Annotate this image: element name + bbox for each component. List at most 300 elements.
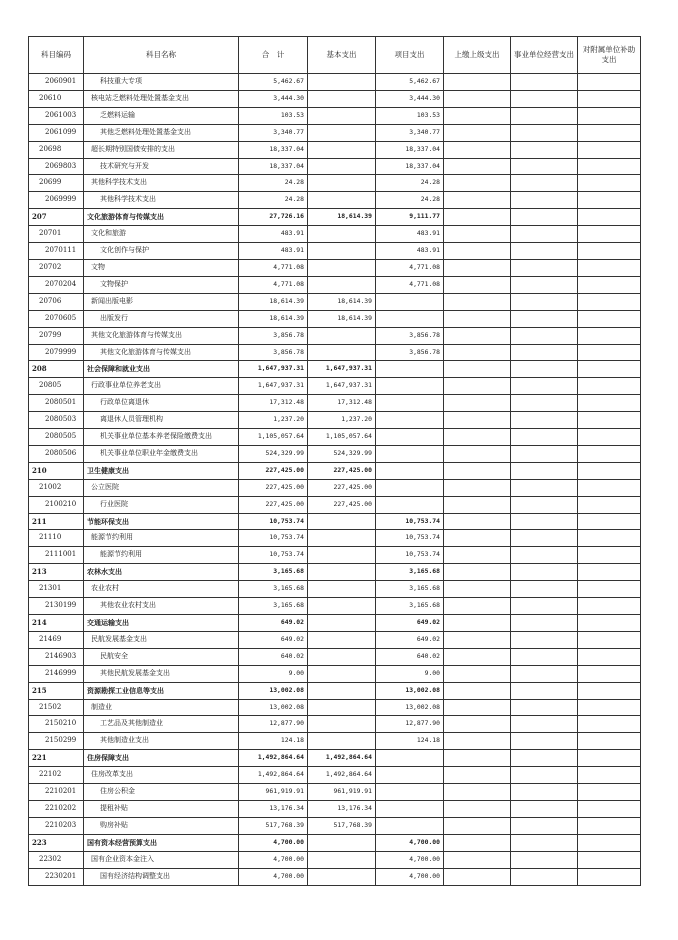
cell-biz bbox=[511, 598, 578, 615]
cell-project bbox=[376, 496, 444, 513]
cell-total: 9.00 bbox=[239, 665, 308, 682]
cell-name: 文化创作与保护 bbox=[84, 243, 239, 260]
cell-total: 4,771.08 bbox=[239, 276, 308, 293]
cell-sub bbox=[578, 479, 641, 496]
table-row bbox=[29, 445, 641, 462]
cell-sub bbox=[578, 716, 641, 733]
cell-basic bbox=[308, 90, 376, 107]
cell-code: 20701 bbox=[29, 226, 84, 243]
cell-total: 1,237.20 bbox=[239, 412, 308, 429]
cell-biz bbox=[511, 226, 578, 243]
cell-project bbox=[376, 800, 444, 817]
cell-name: 其他农业农村支出 bbox=[84, 598, 239, 615]
cell-total: 10,753.74 bbox=[239, 547, 308, 564]
cell-basic bbox=[308, 530, 376, 547]
cell-project bbox=[376, 817, 444, 834]
cell-basic: 1,237.20 bbox=[308, 412, 376, 429]
cell-name: 其他文化旅游体育与传媒支出 bbox=[84, 344, 239, 361]
cell-total: 3,165.68 bbox=[239, 598, 308, 615]
cell-sub bbox=[578, 90, 641, 107]
table-row bbox=[29, 90, 641, 107]
cell-project: 103.53 bbox=[376, 107, 444, 124]
cell-total: 13,002.08 bbox=[239, 682, 308, 699]
cell-sub bbox=[578, 395, 641, 412]
cell-total: 13,176.34 bbox=[239, 800, 308, 817]
table-row bbox=[29, 310, 641, 327]
cell-name: 其他乏燃料处理处置基金支出 bbox=[84, 124, 239, 141]
cell-biz bbox=[511, 107, 578, 124]
cell-sub bbox=[578, 834, 641, 851]
cell-upper bbox=[444, 648, 511, 665]
cell-basic bbox=[308, 716, 376, 733]
cell-upper bbox=[444, 834, 511, 851]
cell-biz bbox=[511, 767, 578, 784]
cell-upper bbox=[444, 74, 511, 91]
cell-biz bbox=[511, 243, 578, 260]
cell-total: 961,919.91 bbox=[239, 784, 308, 801]
table-row bbox=[29, 581, 641, 598]
table-row bbox=[29, 226, 641, 243]
cell-biz bbox=[511, 513, 578, 530]
cell-biz bbox=[511, 429, 578, 446]
cell-basic bbox=[308, 665, 376, 682]
cell-code: 21110 bbox=[29, 530, 84, 547]
cell-project bbox=[376, 479, 444, 496]
header-row bbox=[29, 37, 641, 74]
cell-sub bbox=[578, 209, 641, 226]
cell-sub bbox=[578, 226, 641, 243]
cell-name: 离退休人员管理机构 bbox=[84, 412, 239, 429]
table-row bbox=[29, 699, 641, 716]
cell-upper bbox=[444, 716, 511, 733]
table-row bbox=[29, 530, 641, 547]
cell-total: 1,492,864.64 bbox=[239, 767, 308, 784]
table-row bbox=[29, 395, 641, 412]
cell-sub bbox=[578, 648, 641, 665]
cell-biz bbox=[511, 479, 578, 496]
table-row bbox=[29, 800, 641, 817]
cell-code: 21502 bbox=[29, 699, 84, 716]
table-row bbox=[29, 547, 641, 564]
cell-sub bbox=[578, 445, 641, 462]
cell-name: 国有企业资本金注入 bbox=[84, 851, 239, 868]
table-row bbox=[29, 141, 641, 158]
cell-basic: 18,614.39 bbox=[308, 209, 376, 226]
cell-basic bbox=[308, 141, 376, 158]
cell-basic: 1,492,864.64 bbox=[308, 750, 376, 767]
cell-total: 3,856.78 bbox=[239, 344, 308, 361]
cell-biz bbox=[511, 784, 578, 801]
table-row bbox=[29, 209, 641, 226]
cell-code: 215 bbox=[29, 682, 84, 699]
table-row bbox=[29, 733, 641, 750]
cell-sub bbox=[578, 496, 641, 513]
cell-name: 交通运输支出 bbox=[84, 615, 239, 632]
cell-upper bbox=[444, 665, 511, 682]
cell-total: 18,337.04 bbox=[239, 158, 308, 175]
cell-code: 2150299 bbox=[29, 733, 84, 750]
cell-total: 18,614.39 bbox=[239, 310, 308, 327]
cell-basic bbox=[308, 124, 376, 141]
cell-name: 节能环保支出 bbox=[84, 513, 239, 530]
table-row bbox=[29, 259, 641, 276]
cell-upper bbox=[444, 395, 511, 412]
cell-name: 民航发展基金支出 bbox=[84, 631, 239, 648]
cell-biz bbox=[511, 615, 578, 632]
cell-upper bbox=[444, 412, 511, 429]
cell-name: 社会保障和就业支出 bbox=[84, 361, 239, 378]
cell-biz bbox=[511, 834, 578, 851]
cell-sub bbox=[578, 564, 641, 581]
cell-upper bbox=[444, 310, 511, 327]
cell-basic: 17,312.48 bbox=[308, 395, 376, 412]
cell-biz bbox=[511, 293, 578, 310]
table-row bbox=[29, 412, 641, 429]
cell-total: 24.28 bbox=[239, 175, 308, 192]
cell-sub bbox=[578, 750, 641, 767]
cell-sub bbox=[578, 767, 641, 784]
cell-name: 资源勘探工业信息等支出 bbox=[84, 682, 239, 699]
cell-project bbox=[376, 361, 444, 378]
cell-project: 3,165.68 bbox=[376, 598, 444, 615]
cell-sub bbox=[578, 293, 641, 310]
cell-name: 科技重大专项 bbox=[84, 74, 239, 91]
cell-code: 2070111 bbox=[29, 243, 84, 260]
cell-sub bbox=[578, 784, 641, 801]
cell-total: 483.91 bbox=[239, 243, 308, 260]
table-row bbox=[29, 124, 641, 141]
cell-basic bbox=[308, 158, 376, 175]
cell-upper bbox=[444, 429, 511, 446]
cell-upper bbox=[444, 868, 511, 885]
cell-project bbox=[376, 784, 444, 801]
cell-project: 4,771.08 bbox=[376, 259, 444, 276]
table-row bbox=[29, 767, 641, 784]
header-sub: 对附属单位补助支出 bbox=[578, 37, 641, 74]
cell-code: 207 bbox=[29, 209, 84, 226]
cell-basic: 227,425.00 bbox=[308, 479, 376, 496]
cell-name: 文物保护 bbox=[84, 276, 239, 293]
table-row bbox=[29, 378, 641, 395]
cell-total: 13,002.08 bbox=[239, 699, 308, 716]
cell-code: 213 bbox=[29, 564, 84, 581]
cell-name: 机关事业单位基本养老保险缴费支出 bbox=[84, 429, 239, 446]
cell-basic bbox=[308, 834, 376, 851]
cell-sub bbox=[578, 141, 641, 158]
cell-basic bbox=[308, 648, 376, 665]
cell-basic bbox=[308, 547, 376, 564]
cell-project: 12,877.90 bbox=[376, 716, 444, 733]
cell-total: 227,425.00 bbox=[239, 479, 308, 496]
cell-sub bbox=[578, 192, 641, 209]
cell-upper bbox=[444, 226, 511, 243]
cell-sub bbox=[578, 682, 641, 699]
cell-biz bbox=[511, 851, 578, 868]
cell-basic bbox=[308, 226, 376, 243]
cell-upper bbox=[444, 141, 511, 158]
cell-total: 10,753.74 bbox=[239, 530, 308, 547]
cell-basic bbox=[308, 564, 376, 581]
cell-upper bbox=[444, 496, 511, 513]
cell-project bbox=[376, 395, 444, 412]
cell-total: 227,425.00 bbox=[239, 462, 308, 479]
cell-basic bbox=[308, 107, 376, 124]
cell-project: 649.02 bbox=[376, 631, 444, 648]
cell-project bbox=[376, 310, 444, 327]
cell-name: 公立医院 bbox=[84, 479, 239, 496]
cell-code: 208 bbox=[29, 361, 84, 378]
cell-upper bbox=[444, 462, 511, 479]
cell-name: 住房改革支出 bbox=[84, 767, 239, 784]
cell-upper bbox=[444, 192, 511, 209]
cell-basic bbox=[308, 615, 376, 632]
cell-name: 民航安全 bbox=[84, 648, 239, 665]
cell-total: 1,647,937.31 bbox=[239, 378, 308, 395]
cell-sub bbox=[578, 733, 641, 750]
cell-total: 3,856.78 bbox=[239, 327, 308, 344]
cell-biz bbox=[511, 141, 578, 158]
cell-total: 1,105,057.64 bbox=[239, 429, 308, 446]
cell-project bbox=[376, 767, 444, 784]
cell-upper bbox=[444, 598, 511, 615]
cell-biz bbox=[511, 209, 578, 226]
cell-total: 18,337.04 bbox=[239, 141, 308, 158]
cell-code: 20805 bbox=[29, 378, 84, 395]
cell-project: 9,111.77 bbox=[376, 209, 444, 226]
cell-upper bbox=[444, 547, 511, 564]
cell-code: 2080505 bbox=[29, 429, 84, 446]
cell-sub bbox=[578, 74, 641, 91]
cell-biz bbox=[511, 800, 578, 817]
cell-code: 223 bbox=[29, 834, 84, 851]
cell-total: 124.18 bbox=[239, 733, 308, 750]
cell-biz bbox=[511, 175, 578, 192]
cell-upper bbox=[444, 631, 511, 648]
header-project: 项目支出 bbox=[376, 37, 444, 74]
cell-biz bbox=[511, 682, 578, 699]
cell-sub bbox=[578, 462, 641, 479]
cell-biz bbox=[511, 90, 578, 107]
table-row bbox=[29, 276, 641, 293]
cell-biz bbox=[511, 259, 578, 276]
cell-basic: 1,647,937.31 bbox=[308, 361, 376, 378]
cell-upper bbox=[444, 530, 511, 547]
cell-total: 3,340.77 bbox=[239, 124, 308, 141]
cell-code: 2146999 bbox=[29, 665, 84, 682]
cell-upper bbox=[444, 767, 511, 784]
cell-basic bbox=[308, 581, 376, 598]
cell-total: 4,700.00 bbox=[239, 834, 308, 851]
cell-biz bbox=[511, 276, 578, 293]
cell-code: 20799 bbox=[29, 327, 84, 344]
table-row bbox=[29, 192, 641, 209]
cell-biz bbox=[511, 817, 578, 834]
cell-upper bbox=[444, 327, 511, 344]
cell-biz bbox=[511, 412, 578, 429]
cell-basic: 13,176.34 bbox=[308, 800, 376, 817]
cell-name: 工艺品及其他制造业 bbox=[84, 716, 239, 733]
cell-biz bbox=[511, 310, 578, 327]
cell-project: 24.28 bbox=[376, 192, 444, 209]
cell-name: 乏燃料运输 bbox=[84, 107, 239, 124]
cell-sub bbox=[578, 259, 641, 276]
cell-code: 210 bbox=[29, 462, 84, 479]
cell-upper bbox=[444, 682, 511, 699]
cell-upper bbox=[444, 513, 511, 530]
cell-sub bbox=[578, 547, 641, 564]
cell-sub bbox=[578, 310, 641, 327]
cell-sub bbox=[578, 699, 641, 716]
cell-code: 2061003 bbox=[29, 107, 84, 124]
header-name: 科目名称 bbox=[84, 37, 239, 74]
cell-basic: 1,105,057.64 bbox=[308, 429, 376, 446]
cell-project: 3,444.30 bbox=[376, 90, 444, 107]
cell-name: 住房公积金 bbox=[84, 784, 239, 801]
cell-upper bbox=[444, 276, 511, 293]
cell-sub bbox=[578, 800, 641, 817]
table-row bbox=[29, 513, 641, 530]
cell-biz bbox=[511, 361, 578, 378]
cell-project bbox=[376, 412, 444, 429]
cell-code: 2146903 bbox=[29, 648, 84, 665]
cell-biz bbox=[511, 395, 578, 412]
cell-basic bbox=[308, 276, 376, 293]
cell-biz bbox=[511, 462, 578, 479]
cell-basic: 18,614.39 bbox=[308, 293, 376, 310]
cell-project: 10,753.74 bbox=[376, 547, 444, 564]
cell-biz bbox=[511, 716, 578, 733]
cell-sub bbox=[578, 412, 641, 429]
cell-name: 技术研究与开发 bbox=[84, 158, 239, 175]
cell-sub bbox=[578, 513, 641, 530]
cell-project: 3,856.78 bbox=[376, 327, 444, 344]
cell-upper bbox=[444, 851, 511, 868]
table-row bbox=[29, 615, 641, 632]
cell-biz bbox=[511, 733, 578, 750]
cell-basic: 517,768.39 bbox=[308, 817, 376, 834]
cell-biz bbox=[511, 530, 578, 547]
table-row bbox=[29, 496, 641, 513]
cell-project: 18,337.04 bbox=[376, 158, 444, 175]
cell-code: 20699 bbox=[29, 175, 84, 192]
cell-name: 农林水支出 bbox=[84, 564, 239, 581]
cell-upper bbox=[444, 800, 511, 817]
cell-total: 3,165.68 bbox=[239, 564, 308, 581]
cell-sub bbox=[578, 615, 641, 632]
cell-total: 649.02 bbox=[239, 631, 308, 648]
cell-sub bbox=[578, 598, 641, 615]
cell-code: 2061099 bbox=[29, 124, 84, 141]
cell-name: 其他科学技术支出 bbox=[84, 175, 239, 192]
table-row bbox=[29, 462, 641, 479]
cell-upper bbox=[444, 344, 511, 361]
table-row bbox=[29, 564, 641, 581]
cell-name: 其他文化旅游体育与传媒支出 bbox=[84, 327, 239, 344]
cell-total: 24.28 bbox=[239, 192, 308, 209]
cell-sub bbox=[578, 276, 641, 293]
cell-sub bbox=[578, 631, 641, 648]
cell-sub bbox=[578, 581, 641, 598]
cell-code: 2069803 bbox=[29, 158, 84, 175]
cell-basic: 961,919.91 bbox=[308, 784, 376, 801]
cell-name: 国有资本经营预算支出 bbox=[84, 834, 239, 851]
cell-upper bbox=[444, 615, 511, 632]
cell-project: 13,002.08 bbox=[376, 699, 444, 716]
cell-project: 4,700.00 bbox=[376, 851, 444, 868]
header-upper: 上缴上级支出 bbox=[444, 37, 511, 74]
cell-upper bbox=[444, 293, 511, 310]
table-row bbox=[29, 598, 641, 615]
cell-project bbox=[376, 462, 444, 479]
cell-total: 4,700.00 bbox=[239, 868, 308, 885]
cell-name: 行政单位离退休 bbox=[84, 395, 239, 412]
cell-sub bbox=[578, 851, 641, 868]
cell-sub bbox=[578, 107, 641, 124]
table-row bbox=[29, 851, 641, 868]
cell-upper bbox=[444, 699, 511, 716]
cell-code: 2080503 bbox=[29, 412, 84, 429]
cell-basic bbox=[308, 699, 376, 716]
cell-project: 13,002.08 bbox=[376, 682, 444, 699]
cell-project: 124.18 bbox=[376, 733, 444, 750]
cell-upper bbox=[444, 90, 511, 107]
cell-basic: 1,492,864.64 bbox=[308, 767, 376, 784]
table-row bbox=[29, 682, 641, 699]
cell-upper bbox=[444, 564, 511, 581]
cell-project: 649.02 bbox=[376, 615, 444, 632]
cell-sub bbox=[578, 361, 641, 378]
table-row bbox=[29, 784, 641, 801]
cell-total: 1,647,937.31 bbox=[239, 361, 308, 378]
cell-total: 10,753.74 bbox=[239, 513, 308, 530]
cell-biz bbox=[511, 344, 578, 361]
cell-biz bbox=[511, 496, 578, 513]
cell-code: 211 bbox=[29, 513, 84, 530]
table-row bbox=[29, 716, 641, 733]
cell-name: 其他民航发展基金支出 bbox=[84, 665, 239, 682]
cell-name: 机关事业单位职业年金缴费支出 bbox=[84, 445, 239, 462]
cell-total: 103.53 bbox=[239, 107, 308, 124]
cell-basic bbox=[308, 631, 376, 648]
table-row bbox=[29, 158, 641, 175]
cell-basic bbox=[308, 598, 376, 615]
cell-upper bbox=[444, 259, 511, 276]
cell-code: 2100210 bbox=[29, 496, 84, 513]
cell-biz bbox=[511, 124, 578, 141]
cell-basic bbox=[308, 868, 376, 885]
header-basic: 基本支出 bbox=[308, 37, 376, 74]
cell-basic bbox=[308, 327, 376, 344]
cell-project: 483.91 bbox=[376, 243, 444, 260]
cell-basic bbox=[308, 851, 376, 868]
cell-code: 22302 bbox=[29, 851, 84, 868]
table-row bbox=[29, 344, 641, 361]
cell-sub bbox=[578, 530, 641, 547]
cell-total: 18,614.39 bbox=[239, 293, 308, 310]
cell-code: 2079999 bbox=[29, 344, 84, 361]
table-row bbox=[29, 243, 641, 260]
cell-project bbox=[376, 293, 444, 310]
cell-name: 国有经济结构调整支出 bbox=[84, 868, 239, 885]
cell-project: 3,165.68 bbox=[376, 564, 444, 581]
cell-upper bbox=[444, 243, 511, 260]
cell-code: 2210202 bbox=[29, 800, 84, 817]
table-row bbox=[29, 834, 641, 851]
cell-basic bbox=[308, 259, 376, 276]
table-row bbox=[29, 868, 641, 885]
cell-basic bbox=[308, 344, 376, 361]
cell-code: 21002 bbox=[29, 479, 84, 496]
